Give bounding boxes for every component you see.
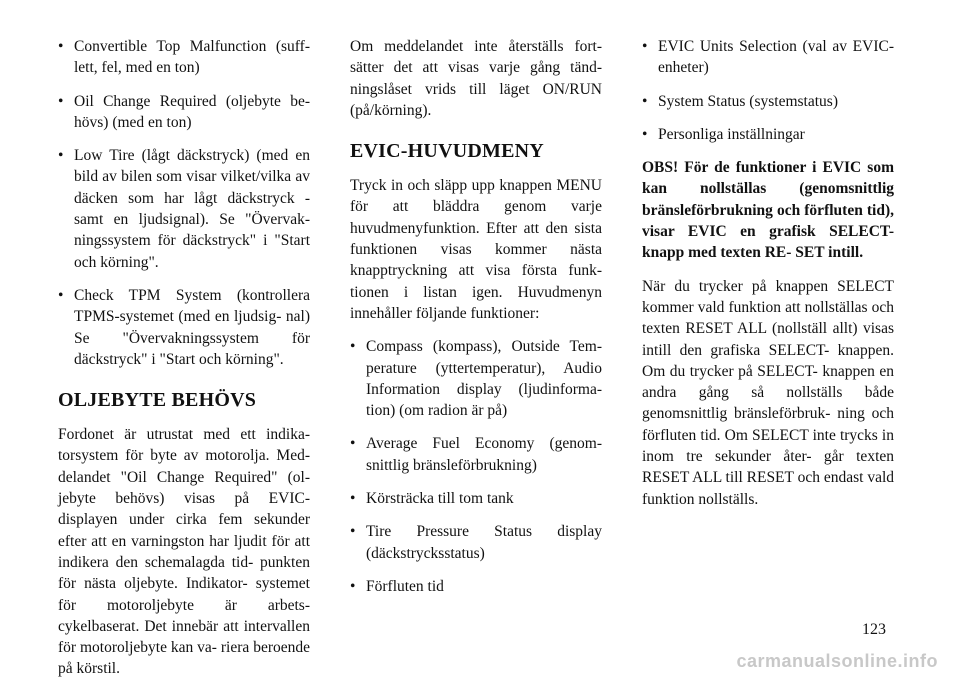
list-item-text: Tire Pressure Status display (däckstrycksstatus) [366, 523, 602, 562]
bullet-marker: • [350, 523, 356, 541]
evic-menu-paragraph: Tryck in och släpp upp knappen MENU för att bläddra genom varje huvudmenyfunktion. Efter att den sista funktionen visas kommer nästa knapptryckning att visa första funk- tionen i listan igen. Huvudmenyn innehåller följande funktioner: [350, 177, 602, 322]
list-item [642, 91, 894, 112]
list-item [642, 124, 894, 145]
bullet-marker: • [350, 577, 356, 595]
reset-intro-paragraph: Om meddelandet inte återställs fort- sätter det att visas varje gång tänd- ningslåset vrids till läget ON/RUN (på/körning). [350, 38, 602, 119]
page-number: 123 [862, 621, 886, 638]
oil-change-paragraph: Fordonet är utrustat med ett indika- torsystem för byte av motorolja. Med- delandet "Oil Change Required" (ol- jebyte behövs) visas på EVIC- displayen under cirka fem sekunder efter att en varningston har ljudit för att indikera den schemalagda tid- punkten för nästa oljebyte. Indikator- systemet för motoroljebyte är arbets- cykelbaserat. Det innebär att intervallen för motoroljebyte kan va- riera beroende på körstil. [58, 426, 310, 678]
bullet-marker: • [58, 147, 64, 165]
bullet-marker: • [642, 125, 648, 143]
bullet-marker: • [642, 38, 648, 55]
list-item-text: Compass (kompass), Outside Tem- perature (yttertemperatur), Audio Information display (ljudinforma- tion) (om radion är på) [366, 338, 602, 420]
list-item-text: Average Fuel Economy (genom- snittlig bränsleförbrukning) [366, 435, 602, 474]
bullet-marker: • [58, 92, 64, 110]
list-item [350, 576, 602, 597]
list-item [642, 36, 894, 79]
section-heading-evic-menu: EVIC-HUVUDMENY [350, 140, 544, 163]
list-item-text: Körsträcka till tom tank [366, 490, 514, 508]
list-item-text: Personliga inställningar [658, 125, 805, 143]
list-item-text: Oil Change Required (oljebyte be- hövs) (med en ton) [74, 92, 310, 131]
list-item [58, 145, 310, 273]
list-item-text: Förfluten tid [366, 577, 444, 595]
right-column [642, 36, 894, 522]
left-column [58, 36, 310, 692]
list-item [58, 285, 310, 370]
list-item-text: System Status (systemstatus) [658, 92, 838, 110]
bullet-marker: • [350, 338, 356, 356]
list-item-text: Check TPM System (kontrollera TPMS-systemet (med en ljudsig- nal) Se "Övervakningssystem för däckstryck" i "Start och körning". [74, 286, 310, 368]
section-heading-oil-change: OLJEBYTE BEHÖVS [58, 389, 257, 412]
list-item-text: Convertible Top Malfunction (suff- lett, fel, med en ton) [74, 38, 310, 77]
bullet-marker: • [350, 435, 356, 453]
note-paragraph: OBS! För de funktioner i EVIC som kan nollställas (genomsnittlig bränsleförbrukning och förfluten tid), visar EVIC en grafisk SELECT-knapp med texten RE- SET intill. [642, 159, 894, 262]
middle-column [350, 36, 602, 609]
bullet-marker: • [58, 286, 64, 304]
bullet-marker: • [642, 92, 648, 110]
list-item-text: EVIC Units Selection (val av EVIC-enheter) [658, 38, 894, 77]
bullet-marker: • [350, 490, 356, 508]
bullet-marker: • [58, 38, 64, 55]
list-item [58, 91, 310, 134]
list-item-text: Low Tire (lågt däckstryck) (med en bild av bilen som visar vilket/vilka av däcken som har lågt däckstryck - samt en ljudsignal). Se "Övervak- ningssystem för däckstryck" i "Start och körning". [74, 147, 310, 271]
list-item [350, 488, 602, 509]
list-item [350, 521, 602, 564]
list-item [350, 336, 602, 421]
select-reset-paragraph: När du trycker på knappen SELECT kommer vald funktion att nollställas och texten RESET ALL (nollställ allt) visas intill den grafiska SELECT- knappen. Om du trycker på SELECT- knappen en andra gång så nollställs både genomsnittlig bränsleförbruk- ning och förfluten tid. Om SELECT inte trycks in inom tre sekunder åter- går texten RESET ALL till RESET och endast vald funktion nollställs. [642, 277, 895, 508]
watermark: carmanualsonline.info [736, 651, 938, 671]
list-item [350, 433, 602, 476]
list-item [58, 36, 310, 79]
